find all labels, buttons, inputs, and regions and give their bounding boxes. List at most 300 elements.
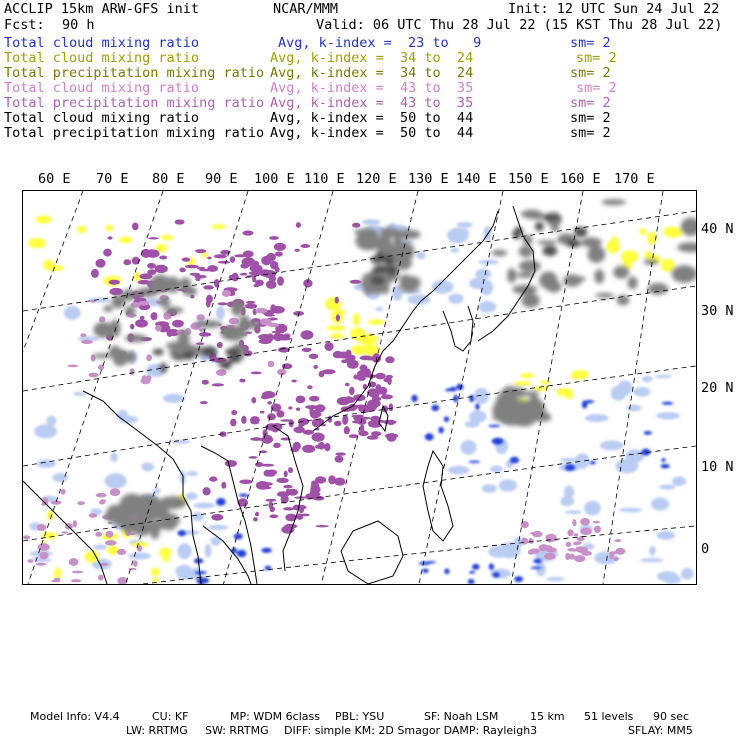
gray-cloud-cell xyxy=(681,218,696,236)
light-purple-cloud-cell xyxy=(89,513,97,518)
light-blue-cloud-cell xyxy=(536,562,546,576)
light-purple-cloud-cell xyxy=(566,542,572,547)
purple-cloud-cell xyxy=(214,254,227,258)
legend-level-range: Avg, k-index = 34 to 24 xyxy=(270,65,474,81)
purple-cloud-cell xyxy=(217,342,223,348)
purple-cloud-cell xyxy=(372,396,381,401)
light-blue-cloud-cell xyxy=(448,294,463,304)
purple-cloud-cell xyxy=(195,277,200,281)
light-purple-cloud-cell xyxy=(105,540,117,545)
light-blue-cloud-cell xyxy=(417,251,426,259)
yellow-cloud-cell xyxy=(84,551,99,563)
light-blue-cloud-cell xyxy=(575,453,590,469)
purple-cloud-cell xyxy=(296,396,306,404)
gray-cloud-cell xyxy=(159,297,170,307)
light-purple-cloud-cell xyxy=(36,563,47,566)
gray-cloud-cell xyxy=(164,307,183,314)
yellow-cloud-cell xyxy=(661,259,675,272)
footer-sflay: SFLAY: MM5 xyxy=(628,724,693,737)
blue-cloud-cell xyxy=(661,464,670,468)
legend-level-range: Avg, k-index = 34 to 24 xyxy=(270,50,474,66)
blue-cloud-cell xyxy=(422,569,428,574)
footer-dt: 90 sec xyxy=(653,710,690,723)
purple-cloud-cell xyxy=(230,256,235,262)
blue-cloud-cell xyxy=(444,416,449,422)
purple-cloud-cell xyxy=(349,387,355,395)
longitude-label: 120 E xyxy=(356,171,397,187)
light-purple-cloud-cell xyxy=(580,518,590,526)
longitude-label: 80 E xyxy=(152,171,185,187)
purple-cloud-cell xyxy=(243,230,254,235)
purple-cloud-cell xyxy=(203,285,214,289)
legend-field-name: Total cloud mixing ratio xyxy=(4,50,200,66)
purple-cloud-cell xyxy=(209,476,217,481)
light-blue-cloud-cell xyxy=(193,503,215,509)
gray-cloud-cell xyxy=(539,272,557,290)
purple-cloud-cell xyxy=(389,403,394,411)
purple-cloud-cell xyxy=(211,514,223,521)
light-purple-cloud-cell xyxy=(106,531,114,538)
longitude-label: 110 E xyxy=(304,171,345,187)
purple-cloud-cell xyxy=(312,433,325,442)
purple-cloud-cell xyxy=(199,332,211,337)
purple-cloud-cell xyxy=(140,316,145,320)
purple-cloud-cell xyxy=(185,265,199,269)
gray-cloud-cell xyxy=(125,306,136,316)
purple-cloud-cell xyxy=(255,280,264,286)
purple-cloud-cell xyxy=(250,420,259,424)
footer-levels: 51 levels xyxy=(584,710,634,723)
yellow-cloud-cell xyxy=(364,345,378,349)
gray-cloud-cell xyxy=(648,283,669,295)
gray-cloud-cell xyxy=(112,349,127,366)
purple-cloud-cell xyxy=(175,219,185,224)
blue-cloud-cell xyxy=(493,572,500,577)
dark-gray-cloud-cell xyxy=(543,246,558,256)
yellow-cloud-cell xyxy=(353,313,360,326)
light-blue-cloud-cell xyxy=(656,412,680,419)
purple-cloud-cell xyxy=(245,304,258,309)
blue-cloud-cell xyxy=(510,457,519,464)
blue-cloud-cell xyxy=(261,548,272,553)
blue-cloud-cell xyxy=(426,561,436,563)
blue-cloud-cell xyxy=(468,461,480,463)
gray-cloud-cell xyxy=(150,521,160,539)
yellow-cloud-cell xyxy=(351,345,365,355)
latitude-label: 30 N xyxy=(701,303,734,319)
blue-cloud-cell xyxy=(469,395,474,403)
dark-gray-cloud-cell xyxy=(551,227,560,231)
yellow-cloud-cell xyxy=(606,240,619,253)
light-blue-cloud-cell xyxy=(451,248,459,253)
purple-cloud-cell xyxy=(301,330,314,339)
dark-gray-cloud-cell xyxy=(370,276,385,285)
purple-cloud-cell xyxy=(336,314,340,321)
fcst-label: Fcst: xyxy=(4,17,45,33)
footer-lw: LW: RRTMG xyxy=(126,724,188,737)
light-purple-cloud-cell xyxy=(577,537,585,541)
gray-cloud-cell xyxy=(672,265,696,283)
purple-cloud-cell xyxy=(182,257,190,261)
light-blue-cloud-cell xyxy=(642,376,653,382)
gray-cloud-cell xyxy=(92,354,112,359)
purple-cloud-cell xyxy=(239,379,244,383)
blue-cloud-cell xyxy=(533,559,542,564)
light-blue-cloud-cell xyxy=(448,466,470,475)
light-purple-cloud-cell xyxy=(521,521,529,528)
blue-cloud-cell xyxy=(411,395,417,402)
purple-cloud-cell xyxy=(206,299,211,308)
purple-cloud-cell xyxy=(367,357,375,361)
light-blue-cloud-cell xyxy=(128,553,151,560)
gray-cloud-cell xyxy=(677,242,696,252)
yellow-cloud-cell xyxy=(151,568,160,577)
light-purple-cloud-cell xyxy=(544,553,555,560)
purple-cloud-cell xyxy=(270,261,278,270)
light-blue-cloud-cell xyxy=(600,441,624,451)
purple-cloud-cell xyxy=(319,371,325,377)
dark-gray-cloud-cell xyxy=(551,215,561,220)
purple-cloud-cell xyxy=(280,419,291,421)
light-purple-cloud-cell xyxy=(69,558,79,566)
purple-cloud-cell xyxy=(147,263,156,269)
light-blue-cloud-cell xyxy=(633,387,650,397)
yellow-cloud-cell xyxy=(557,392,573,396)
purple-cloud-cell xyxy=(345,383,350,386)
legend-field-name: Total cloud mixing ratio xyxy=(4,110,200,126)
light-blue-cloud-cell xyxy=(110,452,117,462)
purple-cloud-cell xyxy=(91,269,99,278)
purple-cloud-cell xyxy=(246,301,256,304)
legend-smoothing: sm= 2 xyxy=(570,95,611,111)
light-blue-cloud-cell xyxy=(659,485,675,490)
purple-cloud-cell xyxy=(218,261,230,264)
light-purple-cloud-cell xyxy=(67,365,78,368)
purple-cloud-cell xyxy=(309,396,320,402)
purple-cloud-cell xyxy=(135,319,148,327)
yellow-cloud-cell xyxy=(107,545,118,555)
purple-cloud-cell xyxy=(240,273,247,276)
light-purple-cloud-cell xyxy=(23,535,30,539)
blue-cloud-cell xyxy=(475,403,479,410)
blue-cloud-cell xyxy=(425,433,434,440)
light-blue-cloud-cell xyxy=(480,280,493,296)
dark-gray-cloud-cell xyxy=(153,349,164,355)
longitude-label: 130 E xyxy=(408,171,449,187)
blue-cloud-cell xyxy=(469,571,475,574)
gray-cloud-cell xyxy=(602,199,626,205)
purple-cloud-cell xyxy=(197,267,206,270)
light-blue-cloud-cell xyxy=(615,459,638,473)
gray-cloud-cell xyxy=(594,269,604,283)
yellow-cloud-cell xyxy=(28,238,46,248)
light-purple-cloud-cell xyxy=(593,521,600,524)
purple-cloud-cell xyxy=(260,482,273,486)
light-purple-cloud-cell xyxy=(99,316,105,322)
purple-cloud-cell xyxy=(310,489,319,498)
legend-smoothing: sm= 2 xyxy=(576,80,617,96)
light-purple-cloud-cell xyxy=(110,488,121,496)
purple-cloud-cell xyxy=(299,506,304,513)
purple-cloud-cell xyxy=(276,410,284,417)
purple-cloud-cell xyxy=(309,354,319,359)
purple-cloud-cell xyxy=(296,408,300,411)
yellow-cloud-cell xyxy=(326,325,345,331)
blue-cloud-cell xyxy=(445,388,457,391)
light-purple-cloud-cell xyxy=(39,552,48,559)
light-purple-cloud-cell xyxy=(80,333,86,337)
gray-cloud-cell xyxy=(368,287,388,294)
purple-cloud-cell xyxy=(259,486,272,489)
purple-cloud-cell xyxy=(352,223,360,228)
dark-gray-cloud-cell xyxy=(221,361,232,369)
valid-time: Valid: 06 UTC Thu 28 Jul 22 (15 KST Thu 28 Jul 22) xyxy=(316,17,723,33)
light-blue-cloud-cell xyxy=(447,228,469,244)
purple-cloud-cell xyxy=(271,306,285,314)
gray-cloud-cell xyxy=(239,315,251,331)
dark-gray-cloud-cell xyxy=(376,251,383,261)
yellow-cloud-cell xyxy=(368,319,385,324)
purple-cloud-cell xyxy=(200,401,208,404)
light-purple-cloud-cell xyxy=(529,538,533,544)
blue-cloud-cell xyxy=(237,550,246,558)
purple-cloud-cell xyxy=(249,456,258,459)
light-blue-cloud-cell xyxy=(565,510,582,514)
purple-cloud-cell xyxy=(302,348,312,352)
light-purple-cloud-cell xyxy=(521,538,528,545)
footer-pbl: PBL: YSU xyxy=(335,710,385,723)
blue-cloud-cell xyxy=(514,576,523,582)
light-blue-cloud-cell xyxy=(461,440,477,455)
purple-cloud-cell xyxy=(294,249,300,252)
purple-cloud-cell xyxy=(212,383,224,386)
light-blue-cloud-cell xyxy=(627,405,642,412)
purple-cloud-cell xyxy=(283,485,292,489)
light-purple-cloud-cell xyxy=(71,579,81,582)
purple-cloud-cell xyxy=(351,415,364,418)
purple-cloud-cell xyxy=(207,257,212,260)
footer-sf: SF: Noah LSM xyxy=(424,710,499,723)
purple-cloud-cell xyxy=(261,464,274,467)
yellow-cloud-cell xyxy=(212,224,226,229)
light-blue-cloud-cell xyxy=(663,575,681,584)
yellow-cloud-cell xyxy=(106,225,114,232)
light-purple-cloud-cell xyxy=(255,308,267,314)
light-blue-cloud-cell xyxy=(73,392,85,396)
gray-cloud-cell xyxy=(136,509,150,526)
gray-cloud-cell xyxy=(537,240,557,245)
purple-cloud-cell xyxy=(342,397,355,404)
light-blue-cloud-cell xyxy=(208,525,229,530)
longitude-label: 100 E xyxy=(254,171,295,187)
light-purple-cloud-cell xyxy=(138,301,149,306)
light-purple-cloud-cell xyxy=(95,532,102,537)
legend-field-name: Total precipitation mixing ratio xyxy=(4,65,265,81)
gray-cloud-cell xyxy=(512,285,537,295)
light-purple-cloud-cell xyxy=(613,557,619,561)
light-blue-cloud-cell xyxy=(205,544,212,558)
yellow-cloud-cell xyxy=(663,227,683,238)
light-blue-cloud-cell xyxy=(375,307,383,311)
footer-res: 15 km xyxy=(530,710,565,723)
latitude-label: 40 N xyxy=(701,221,734,237)
purple-cloud-cell xyxy=(225,460,237,467)
light-purple-cloud-cell xyxy=(594,526,601,534)
gray-cloud-cell xyxy=(122,289,136,301)
light-purple-cloud-cell xyxy=(81,340,93,344)
light-blue-cloud-cell xyxy=(456,222,473,228)
blue-cloud-cell xyxy=(644,431,652,435)
blue-cloud-cell xyxy=(438,427,443,434)
blue-cloud-cell xyxy=(582,401,588,409)
light-purple-cloud-cell xyxy=(89,373,99,378)
purple-cloud-cell xyxy=(148,237,159,239)
light-purple-cloud-cell xyxy=(37,524,47,531)
purple-cloud-cell xyxy=(203,487,211,495)
purple-cloud-cell xyxy=(253,517,258,521)
yellow-cloud-cell xyxy=(159,547,171,557)
yellow-cloud-cell xyxy=(514,381,532,385)
yellow-cloud-cell xyxy=(35,215,51,223)
light-blue-cloud-cell xyxy=(478,260,499,265)
light-purple-cloud-cell xyxy=(615,548,625,555)
blue-cloud-cell xyxy=(492,438,504,445)
gray-cloud-cell xyxy=(581,237,602,247)
light-blue-cloud-cell xyxy=(672,476,686,486)
gray-cloud-cell xyxy=(521,210,543,219)
purple-cloud-cell xyxy=(123,259,131,265)
purple-cloud-cell xyxy=(284,471,288,478)
purple-cloud-cell xyxy=(288,467,293,473)
purple-cloud-cell xyxy=(258,334,272,340)
light-blue-cloud-cell xyxy=(216,306,225,320)
purple-cloud-cell xyxy=(108,236,113,239)
light-purple-cloud-cell xyxy=(216,369,227,376)
light-blue-cloud-cell xyxy=(186,492,198,500)
blue-cloud-cell xyxy=(216,498,225,506)
purple-cloud-cell xyxy=(190,273,201,276)
light-blue-cloud-cell xyxy=(617,381,632,396)
gray-cloud-cell xyxy=(249,321,259,330)
purple-cloud-cell xyxy=(250,264,263,272)
purple-cloud-cell xyxy=(195,249,206,253)
light-purple-cloud-cell xyxy=(574,533,579,536)
light-blue-cloud-cell xyxy=(499,479,517,491)
light-purple-cloud-cell xyxy=(532,531,543,537)
light-purple-cloud-cell xyxy=(580,528,591,535)
yellow-cloud-cell xyxy=(119,237,132,244)
purple-cloud-cell xyxy=(335,452,346,455)
longitude-label: 140 E xyxy=(456,171,497,187)
legend-smoothing: sm= 2 xyxy=(570,65,611,81)
legend-smoothing: sm= 2 xyxy=(570,125,611,141)
purple-cloud-cell xyxy=(388,377,392,385)
light-blue-cloud-cell xyxy=(141,463,154,472)
purple-cloud-cell xyxy=(264,470,272,477)
purple-cloud-cell xyxy=(335,297,339,304)
gray-cloud-cell xyxy=(563,274,581,286)
light-purple-cloud-cell xyxy=(72,571,84,574)
gray-cloud-cell xyxy=(400,276,421,288)
purple-cloud-cell xyxy=(288,406,292,409)
latitude-label: 0 xyxy=(701,541,710,557)
purple-cloud-cell xyxy=(241,416,246,424)
gray-cloud-cell xyxy=(110,320,120,338)
light-blue-cloud-cell xyxy=(178,543,192,559)
purple-cloud-cell xyxy=(275,251,283,256)
footer-model-info: Model Info: V4.4 xyxy=(30,710,120,723)
gray-cloud-cell xyxy=(377,236,390,252)
light-purple-cloud-cell xyxy=(268,361,275,368)
gray-cloud-cell xyxy=(521,293,539,307)
gray-cloud-cell xyxy=(492,250,508,256)
blue-cloud-cell xyxy=(590,461,596,465)
purple-cloud-cell xyxy=(367,388,379,396)
light-blue-cloud-cell xyxy=(655,375,672,379)
dark-gray-cloud-cell xyxy=(172,355,185,359)
purple-cloud-cell xyxy=(179,268,185,273)
longitude-label: 170 E xyxy=(614,171,655,187)
light-blue-cloud-cell xyxy=(585,414,609,422)
light-blue-cloud-cell xyxy=(170,440,190,444)
purple-cloud-cell xyxy=(277,276,284,285)
longitude-label: 60 E xyxy=(38,171,71,187)
footer-mp: MP: WDM 6class xyxy=(230,710,320,723)
light-blue-cloud-cell xyxy=(469,410,486,422)
blue-cloud-cell xyxy=(195,571,207,574)
gray-cloud-cell xyxy=(507,268,516,283)
purple-cloud-cell xyxy=(95,259,105,268)
gray-cloud-cell xyxy=(519,405,546,414)
blue-cloud-cell xyxy=(472,564,480,570)
purple-cloud-cell xyxy=(231,410,237,415)
legend-level-range: Avg, k-index = 43 to 35 xyxy=(270,95,474,111)
gray-cloud-cell xyxy=(195,320,223,328)
latitude-label: 10 N xyxy=(701,459,734,475)
purple-cloud-cell xyxy=(260,411,265,414)
light-purple-cloud-cell xyxy=(28,559,34,563)
footer-cu: CU: KF xyxy=(152,710,189,723)
purple-cloud-cell xyxy=(267,413,276,420)
purple-cloud-cell xyxy=(172,320,184,328)
gray-cloud-cell xyxy=(595,293,614,298)
light-purple-cloud-cell xyxy=(96,493,107,497)
footer-sw: SW: RRTMG xyxy=(205,724,269,737)
blue-cloud-cell xyxy=(662,402,674,405)
purple-cloud-cell xyxy=(298,422,303,430)
light-blue-cloud-cell xyxy=(478,301,496,313)
purple-cloud-cell xyxy=(276,478,288,483)
gray-cloud-cell xyxy=(643,259,658,265)
yellow-cloud-cell xyxy=(358,334,378,345)
purple-cloud-cell xyxy=(342,415,348,424)
light-purple-cloud-cell xyxy=(61,489,66,495)
light-purple-cloud-cell xyxy=(133,560,138,566)
gray-cloud-cell xyxy=(108,505,119,513)
light-blue-cloud-cell xyxy=(192,512,204,521)
gray-cloud-cell xyxy=(159,496,187,509)
blue-cloud-cell xyxy=(530,567,541,569)
purple-cloud-cell xyxy=(360,424,364,433)
blue-cloud-cell xyxy=(444,569,449,575)
purple-cloud-cell xyxy=(277,491,290,497)
light-purple-cloud-cell xyxy=(146,375,152,380)
yellow-cloud-cell xyxy=(640,228,647,235)
yellow-cloud-cell xyxy=(571,370,589,379)
purple-cloud-cell xyxy=(305,405,318,409)
longitude-label: 150 E xyxy=(508,171,549,187)
legend-field-name: Total precipitation mixing ratio xyxy=(4,125,265,141)
